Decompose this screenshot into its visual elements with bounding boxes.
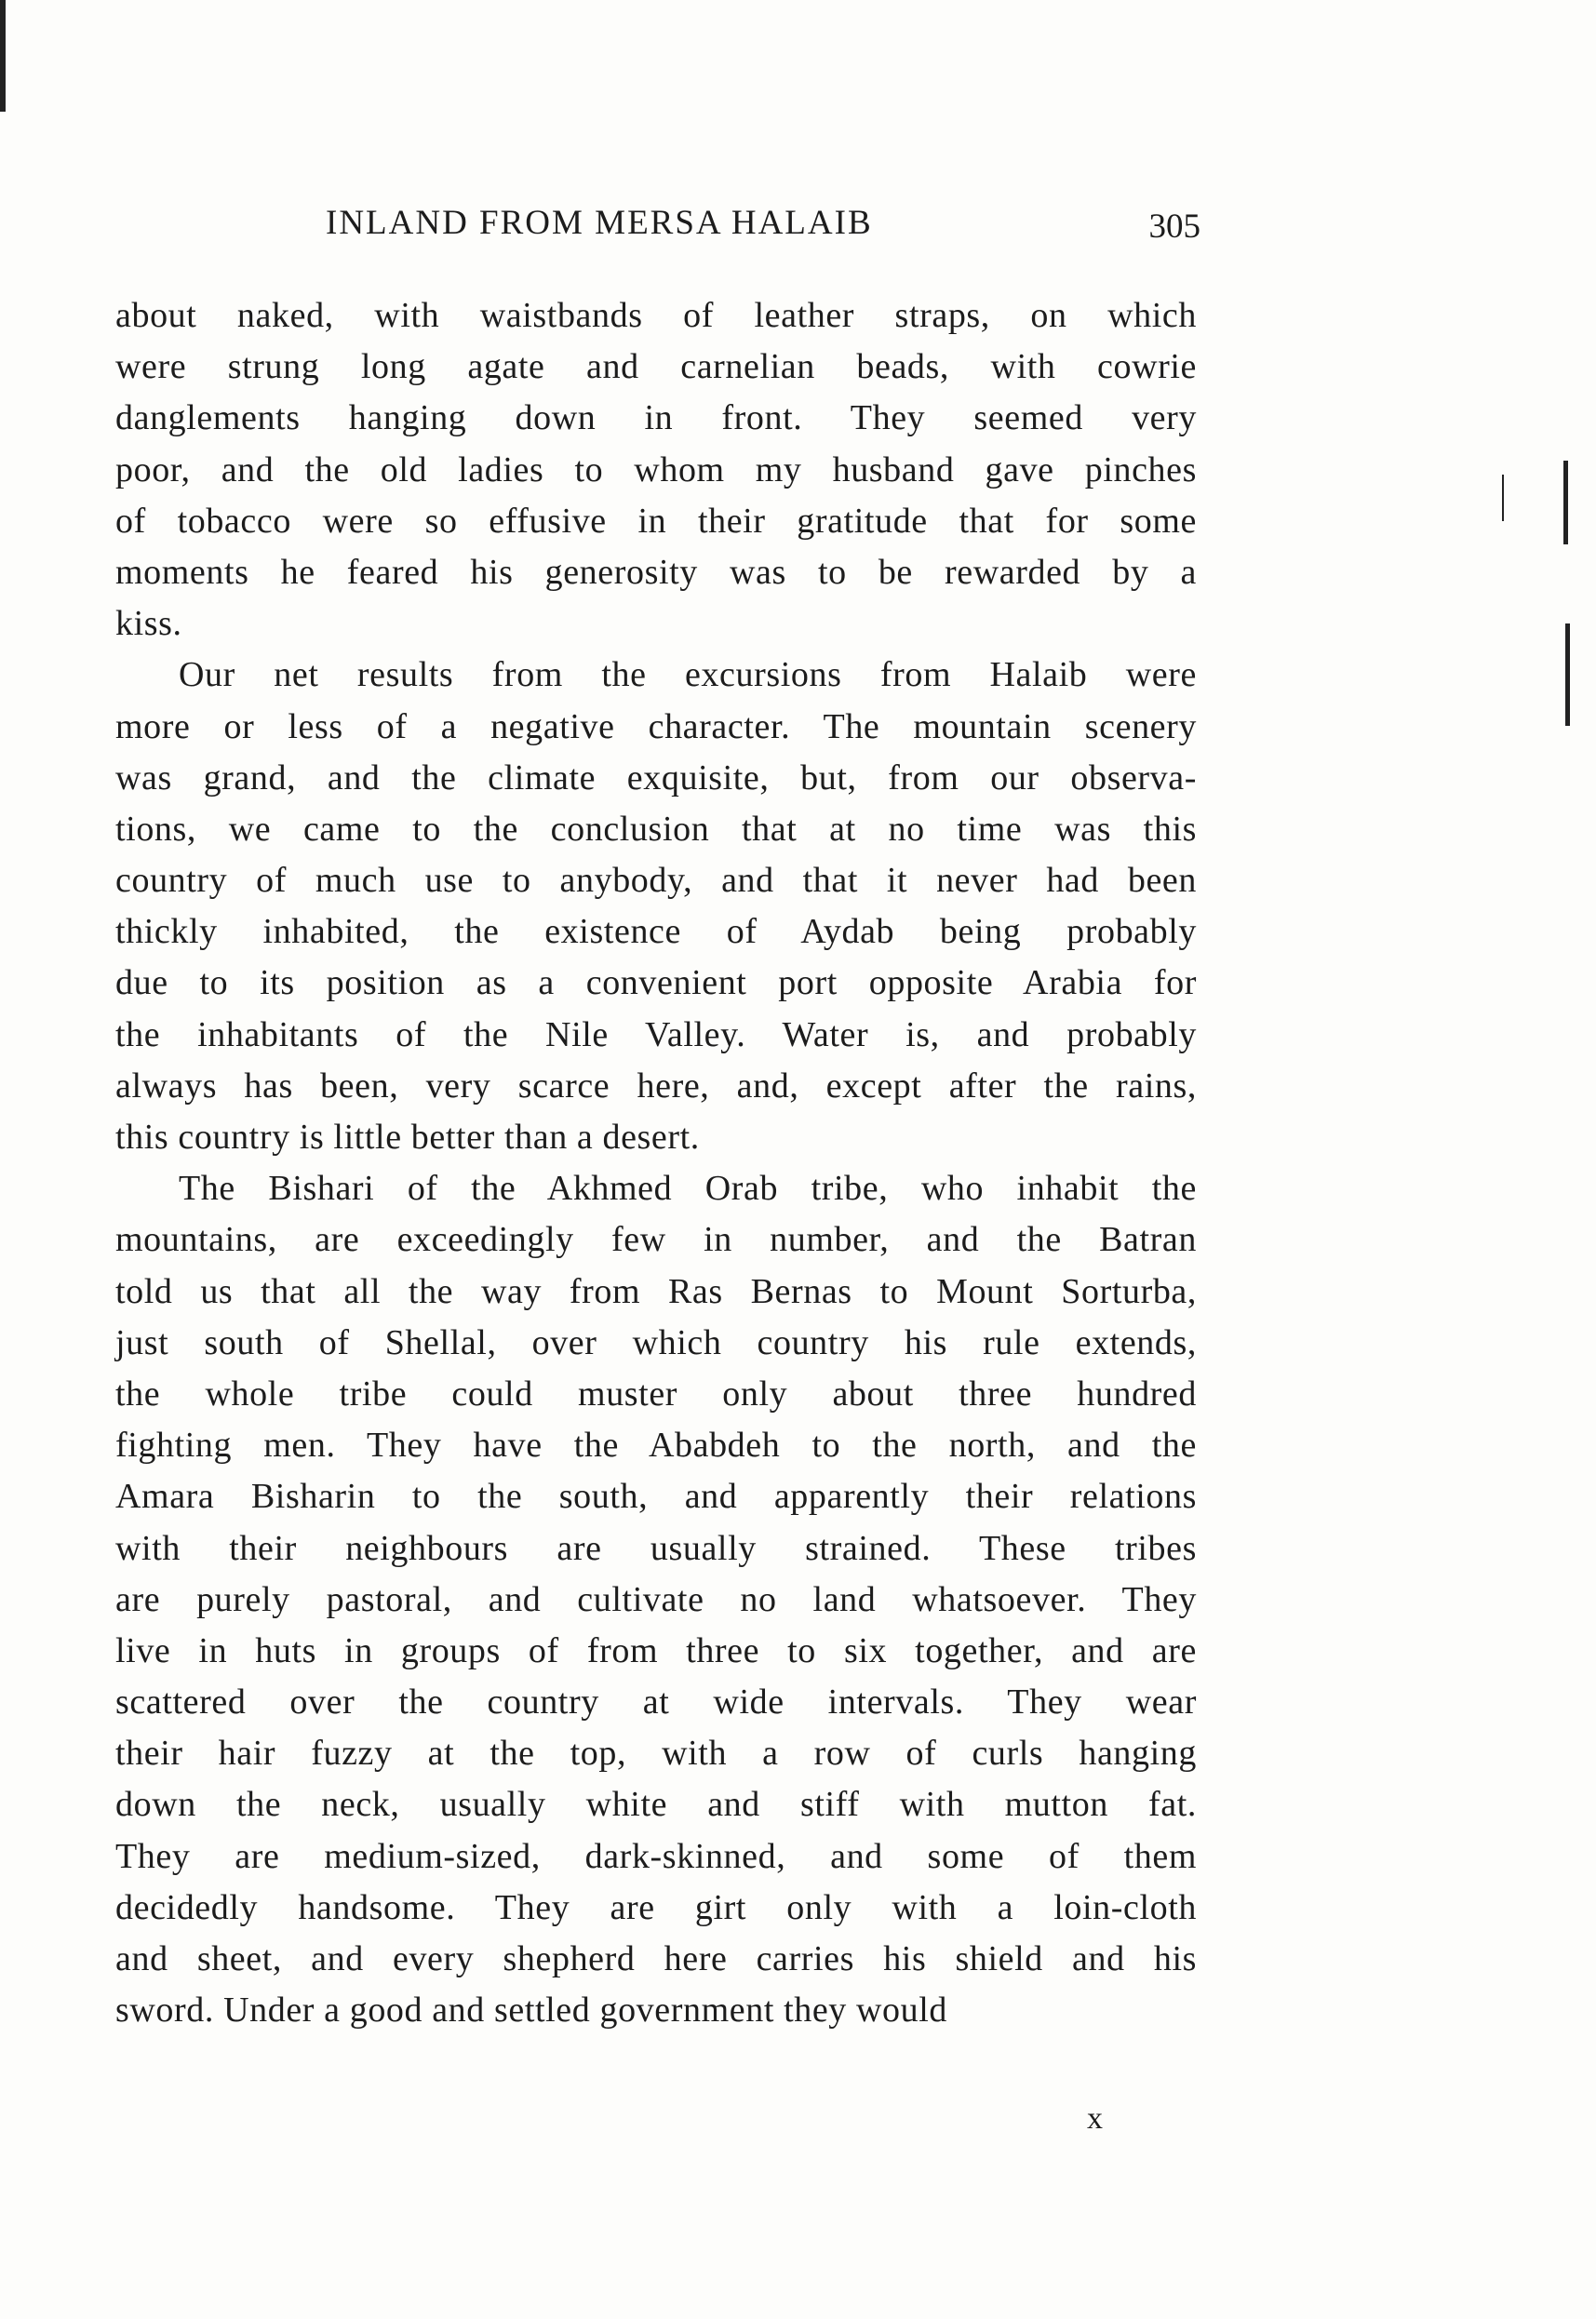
text-line: and sheet, and every shepherd here carries his shield and his (115, 1939, 1197, 1978)
page-number: 305 (1148, 208, 1200, 246)
page-header (115, 203, 1200, 249)
text-line: with their neighbours are usually strained. These tribes (115, 1528, 1197, 1568)
text-line: their hair fuzzy at the top, with a row of curls hanging (115, 1734, 1197, 1774)
text-line: The Bishari of the Akhmed Orab tribe, who inhabit the (179, 1169, 1197, 1209)
text-line: Amara Bisharin to the south, and apparently their relations (115, 1477, 1197, 1517)
text-line: thickly inhabited, the existence of Aydab being probably (115, 912, 1197, 952)
text-line: just south of Shellal, over which country his rule extends, (115, 1322, 1197, 1362)
text-line: told us that all the way from Ras Bernas to Mount Sorturba, (115, 1271, 1197, 1311)
text-line: They are medium-sized, dark-skinned, and some of them (115, 1836, 1197, 1876)
text-line: Our net results from the excursions from Halaib were (179, 655, 1197, 695)
body-text (115, 290, 1197, 2036)
text-line: sword. Under a good and settled government they would (115, 1991, 947, 2031)
text-line: kiss. (115, 604, 182, 644)
text-line: the whole tribe could muster only about three hundred (115, 1374, 1197, 1414)
text-line: live in huts in groups of from three to six together, and are (115, 1630, 1197, 1670)
text-line: the inhabitants of the Nile Valley. Water is, and probably (115, 1014, 1197, 1054)
text-line: of tobacco were so effusive in their gratitude that for some (115, 501, 1197, 541)
text-line: due to its position as a convenient port opposite Arabia for (115, 963, 1197, 1003)
signature-mark: x (1087, 2101, 1103, 2136)
text-line: poor, and the old ladies to whom my husband gave pinches (115, 449, 1197, 489)
text-line: was grand, and the climate exquisite, but, from our observa- (115, 757, 1197, 798)
text-line: fighting men. They have the Ababdeh to the north, and the (115, 1426, 1197, 1466)
text-line: this country is little better than a desert. (115, 1118, 700, 1157)
scan-mark (1563, 461, 1568, 544)
scan-mark (1502, 475, 1504, 521)
running-title: INLAND FROM MERSA HALAIB (326, 204, 873, 242)
text-line: are purely pastoral, and cultivate no land whatsoever. They (115, 1579, 1197, 1619)
text-line: country of much use to anybody, and that it never had been (115, 861, 1197, 901)
text-line: down the neck, usually white and stiff with mutton fat. (115, 1785, 1197, 1825)
scan-mark (0, 0, 6, 112)
text-line: tions, we came to the conclusion that at no time was this (115, 809, 1197, 849)
text-line: decidedly handsome. They are girt only with a loin-cloth (115, 1887, 1197, 1927)
text-line: always has been, very scarce here, and, except after the rains, (115, 1066, 1197, 1106)
text-line: more or less of a negative character. The mountain scenery (115, 706, 1197, 746)
text-line: moments he feared his generosity was to be rewarded by a (115, 552, 1197, 592)
text-line: were strung long agate and carnelian beads, with cowrie (115, 347, 1197, 387)
scan-mark (1565, 623, 1570, 726)
text-line: about naked, with waistbands of leather straps, on which (115, 296, 1197, 335)
text-line: mountains, are exceedingly few in number, and the Batran (115, 1220, 1197, 1260)
text-line: scattered over the country at wide intervals. They wear (115, 1682, 1197, 1722)
text-line: danglements hanging down in front. They seemed very (115, 398, 1197, 438)
